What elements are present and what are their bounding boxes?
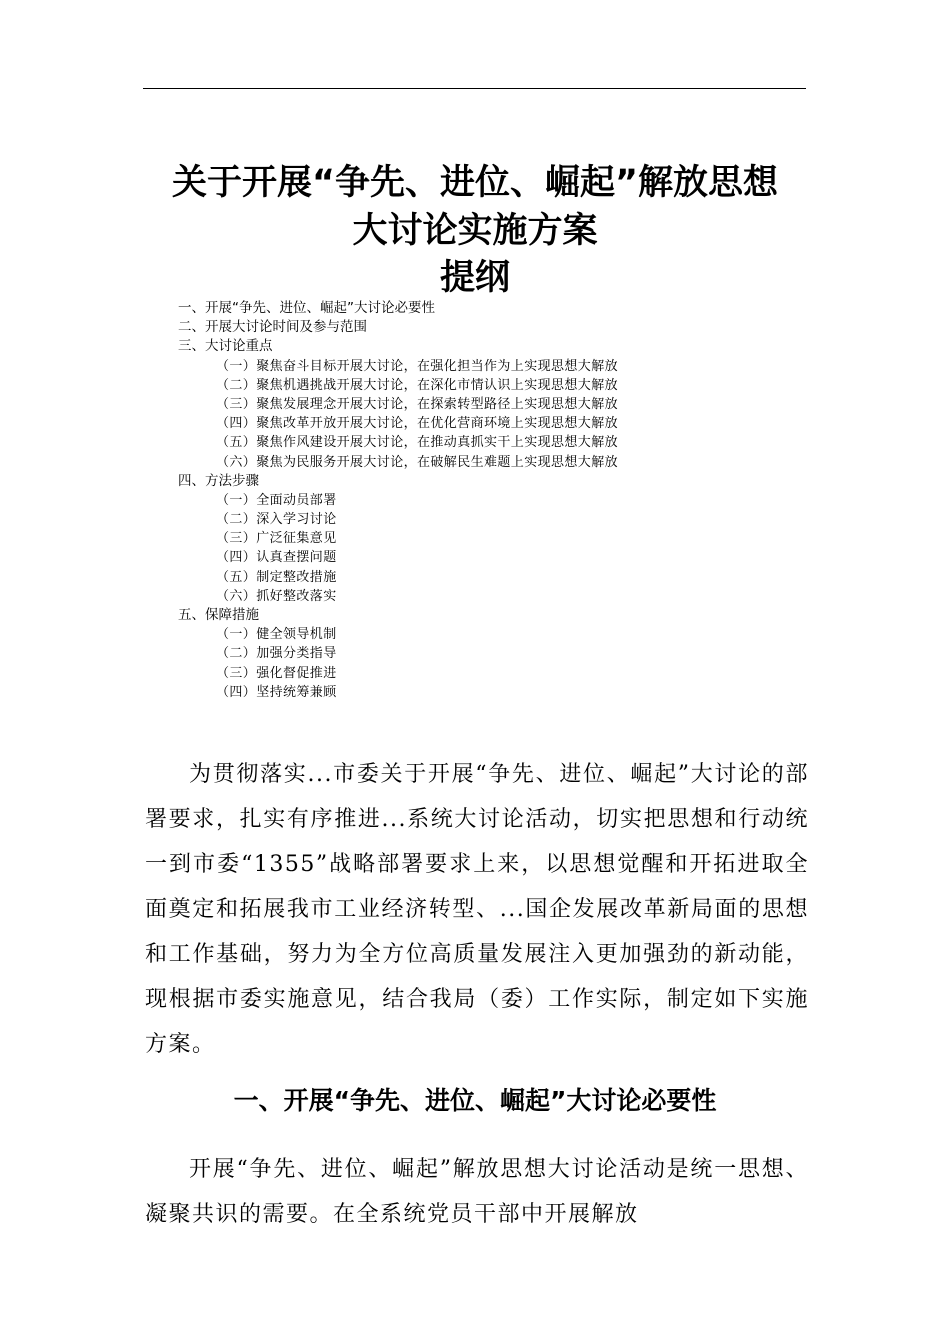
outline-subitem: （二）聚焦机遇挑战开展大讨论，在深化市情认识上实现思想大解放 [216,377,619,393]
document-title-line2: 大讨论实施方案 [352,211,598,251]
section1-paragraph: 开展“争先、进位、崛起”解放思想大讨论活动是统一思想、凝聚共识的需要。在全系统党员干部中开展解放 [145,1157,809,1227]
outline-subitem: （四）聚焦改革开放开展大讨论，在优化营商环境上实现思想大解放 [216,416,619,432]
outline-subitem: （二）深入学习讨论 [216,512,337,528]
outline-subitem: （二）加强分类指导 [216,646,337,662]
outline-subitem: （三）聚焦发展理念开展大讨论，在探索转型路径上实现思想大解放 [216,396,619,412]
outline-subitem: （一）全面动员部署 [216,492,337,508]
outline-section-item: 二、开展大讨论时间及参与范围 [178,319,367,336]
outline-section-item: 三、大讨论重点 [178,338,273,355]
outline-subitem: （三）强化督促推进 [216,665,337,681]
document-title-line1: 关于开展“争先、进位、崛起”解放思想 [171,163,778,203]
outline-subitem: （四）认真查摆问题 [216,550,337,566]
outline-subitem: （五）聚焦作风建设开展大讨论，在推动真抓实干上实现思想大解放 [216,435,619,451]
outline-subitem: （六）聚焦为民服务开展大讨论，在破解民生难题上实现思想大解放 [216,454,619,470]
document-subtitle: 提纲 [439,258,510,298]
outline-subitem: （三）广泛征集意见 [216,531,337,547]
header-rule [143,88,806,89]
section-heading: 一、开展“争先、进位、崛起”大讨论必要性 [233,1086,717,1115]
outline-subitem: （一）健全领导机制 [216,627,337,643]
outline-subitem: （四）坚持统筹兼顾 [216,684,337,700]
outline-subitem: （五）制定整改措施 [216,569,337,585]
outline-subitem: （一）聚焦奋斗目标开展大讨论，在强化担当作为上实现思想大解放 [216,358,619,374]
outline-section-item: 五、保障措施 [178,607,259,623]
outline-section-item: 四、方法步骤 [178,472,259,489]
outline-subitem: （六）抓好整改落实 [216,588,337,604]
outline-list [178,299,778,702]
outline-section-item: 一、开展“争先、进位、崛起”大讨论必要性 [178,300,435,316]
intro-paragraph: 为贯彻落实...市委关于开展“争先、进位、崛起”大讨论的部署要求，扎实有序推进...系统大讨论活动，切实把思想和行动统一到市委“1355”战略部署要求上来，以思想觉醒和开拓进取全面奠定和拓展我市工业经济转型、...国企发展改革新局面的思想和工作基础，努力为全方位高质量发展注入更加强劲的新动能，现根据市委实施意见，结合我局（委）工作实际，制定如下实施方案。 [145,762,809,1057]
